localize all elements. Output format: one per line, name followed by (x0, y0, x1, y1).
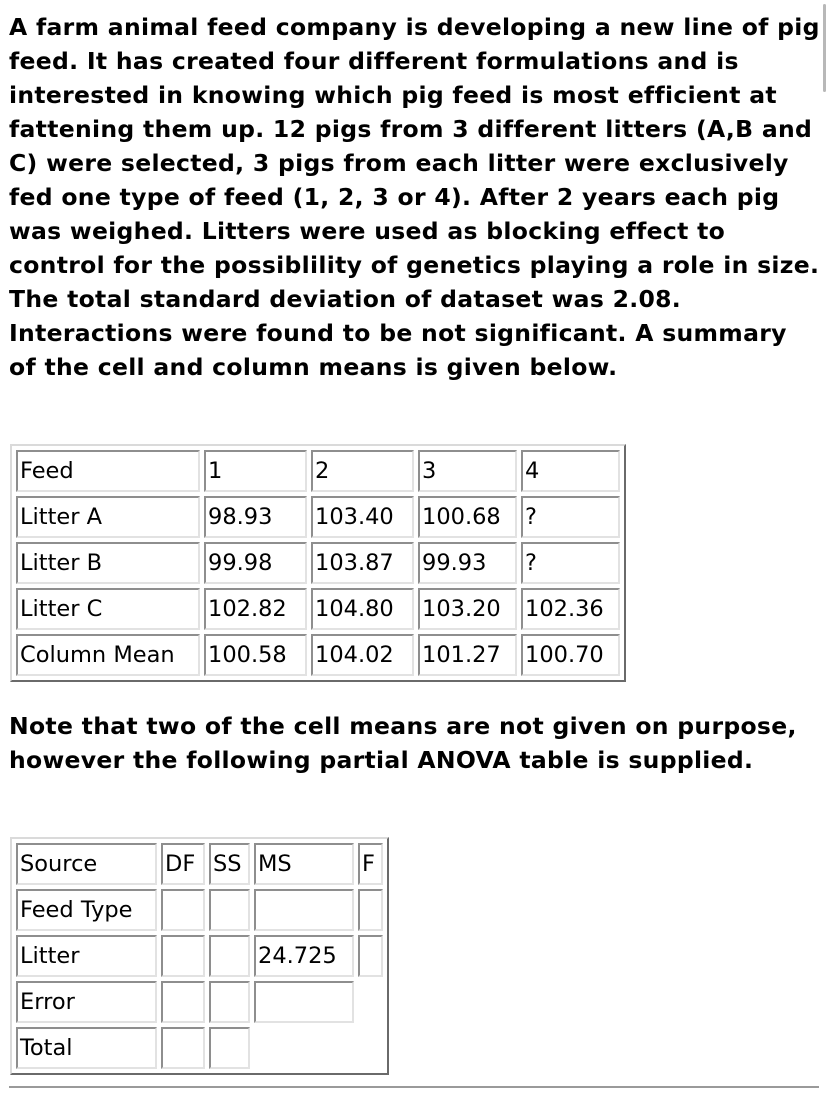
anova-cell-df (161, 981, 205, 1023)
anova-cell-ss (209, 935, 250, 977)
means-cell: 99.93 (418, 542, 517, 584)
anova-cell-absent (358, 1027, 383, 1069)
means-cell: 100.68 (418, 496, 517, 538)
anova-row-label: Error (16, 981, 157, 1023)
anova-table (10, 837, 389, 1075)
anova-row-label: Feed Type (16, 889, 157, 931)
anova-header-ss: SS (209, 843, 250, 885)
means-cell: 102.82 (204, 588, 307, 630)
means-cell: 103.40 (311, 496, 414, 538)
column-mean-cell: 100.58 (204, 634, 307, 676)
anova-cell-f (358, 935, 383, 977)
means-cell-missing: ? (521, 496, 620, 538)
anova-cell-df (161, 889, 205, 931)
means-row-label: Litter B (16, 542, 200, 584)
anova-header-ms: MS (254, 843, 354, 885)
means-header-feed-3: 3 (418, 450, 517, 492)
means-row-litter-c (16, 588, 620, 630)
means-cell: 103.87 (311, 542, 414, 584)
means-cell: 99.98 (204, 542, 307, 584)
anova-cell-f (358, 889, 383, 931)
anova-row-error (16, 981, 383, 1023)
column-mean-cell: 104.02 (311, 634, 414, 676)
means-row-litter-a (16, 496, 620, 538)
means-header-feed: Feed (16, 450, 200, 492)
note-paragraph: Note that two of the cell means are not given on purpose, however the following partial ANOVA table is supplied. (9, 712, 797, 774)
anova-cell-absent (254, 1027, 354, 1069)
means-row-label: Column Mean (16, 634, 200, 676)
anova-cell-ms (254, 981, 354, 1023)
anova-cell-ss (209, 889, 250, 931)
means-row-litter-b (16, 542, 620, 584)
anova-row-label: Total (16, 1027, 157, 1069)
anova-header-row (16, 843, 383, 885)
means-row-label: Litter C (16, 588, 200, 630)
anova-row-label: Litter (16, 935, 157, 977)
means-row-column-mean (16, 634, 620, 676)
anova-header-source: Source (16, 843, 157, 885)
anova-cell-df (161, 1027, 205, 1069)
means-cell: 104.80 (311, 588, 414, 630)
means-cell: 103.20 (418, 588, 517, 630)
means-header-feed-2: 2 (311, 450, 414, 492)
column-mean-cell: 100.70 (521, 634, 620, 676)
anova-cell-ms: 24.725 (254, 935, 354, 977)
means-cell: 98.93 (204, 496, 307, 538)
means-header-feed-1: 1 (204, 450, 307, 492)
anova-header-f: F (358, 843, 383, 885)
scrollbar-thumb[interactable] (823, 4, 826, 92)
anova-row-total (16, 1027, 383, 1069)
column-mean-cell: 101.27 (418, 634, 517, 676)
anova-row-feed-type (16, 889, 383, 931)
anova-cell-ss (209, 1027, 250, 1069)
means-header-feed-4: 4 (521, 450, 620, 492)
means-header-row (16, 450, 620, 492)
anova-cell-absent (358, 981, 383, 1023)
means-row-label: Litter A (16, 496, 200, 538)
intro-paragraph: A farm animal feed company is developing a new line of pig feed. It has created four different formulations and is interested in knowing which pig feed is most efficient at fattening them up. 12 pigs from 3 different litters (A,B and C) were selected, 3 pigs from each litter were exclusively fed one type of feed (1, 2, 3 or 4). After 2 years each pig was weighed. Litters were used as blocking effect to control for the possiblility of genetics playing a role in size. The total standard deviation of dataset was 2.08. Interactions were found to be not significant. A summary of the cell and column means is given below. (9, 13, 820, 381)
anova-cell-ss (209, 981, 250, 1023)
anova-cell-ms (254, 889, 354, 931)
anova-header-df: DF (161, 843, 205, 885)
bottom-divider (9, 1086, 819, 1088)
anova-cell-df (161, 935, 205, 977)
means-cell: 102.36 (521, 588, 620, 630)
cell-means-table (10, 444, 626, 682)
means-cell-missing: ? (521, 542, 620, 584)
anova-row-litter (16, 935, 383, 977)
